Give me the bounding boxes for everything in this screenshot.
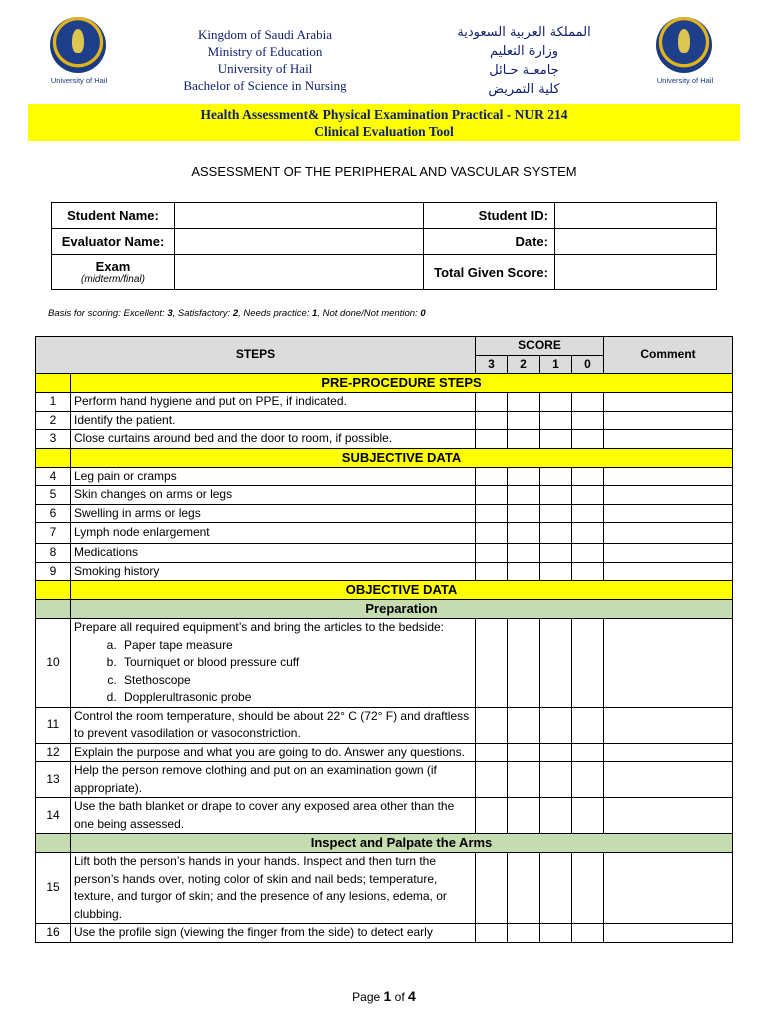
- list-item: c. Stethoscope: [120, 672, 472, 690]
- score-cell[interactable]: [540, 562, 572, 581]
- equipment-list: [74, 637, 472, 707]
- header-line: Ministry of Education: [207, 44, 323, 59]
- score-cell[interactable]: [540, 798, 572, 834]
- score-cell[interactable]: [476, 504, 508, 523]
- section-subjective: SUBJECTIVE DATA: [71, 448, 733, 467]
- score-cell[interactable]: [508, 743, 540, 762]
- table-row: [36, 798, 733, 834]
- section-spacer: [36, 448, 71, 467]
- basis-text: , Needs practice:: [238, 308, 313, 319]
- list-item: d. Dopplerultrasonic probe: [120, 689, 472, 707]
- comment-cell[interactable]: [604, 798, 733, 834]
- header-line: جامعـة حـائل: [489, 63, 559, 78]
- score-cell[interactable]: [572, 743, 604, 762]
- score-cell[interactable]: [540, 467, 572, 486]
- page-total: 4: [408, 988, 416, 1004]
- header-english: [160, 26, 370, 94]
- score-cell[interactable]: [508, 504, 540, 523]
- score-cell[interactable]: [476, 707, 508, 743]
- comment-cell[interactable]: [604, 562, 733, 581]
- score-cell[interactable]: [508, 853, 540, 924]
- table-row: [36, 544, 733, 563]
- score-cell[interactable]: [508, 467, 540, 486]
- score-cell[interactable]: [476, 411, 508, 430]
- score-cell[interactable]: [508, 562, 540, 581]
- score-cell[interactable]: [540, 762, 572, 798]
- score-cell[interactable]: [572, 853, 604, 924]
- step-text-with-list: [71, 619, 476, 708]
- step-text: Leg pain or cramps: [71, 467, 476, 486]
- score-cell[interactable]: [508, 486, 540, 505]
- university-logo-right: [650, 17, 720, 95]
- score-cell[interactable]: [572, 523, 604, 544]
- step-text: Swelling in arms or legs: [71, 504, 476, 523]
- score-col: 3: [476, 355, 508, 374]
- basis-text: , Not done/Not mention:: [317, 308, 421, 319]
- page-number: 1: [383, 988, 392, 1004]
- score-cell[interactable]: [476, 798, 508, 834]
- list-item: a. Paper tape measure: [120, 637, 472, 655]
- score-header: SCORE: [476, 337, 604, 356]
- step-number: 5: [36, 486, 71, 505]
- header-line: كلية التمريض: [488, 82, 560, 97]
- step-number: 16: [36, 924, 71, 943]
- step-text: Prepare all required equipment’s and bring the articles to the bedside:: [74, 620, 445, 634]
- score-cell[interactable]: [476, 853, 508, 924]
- score-col: 2: [508, 355, 540, 374]
- subsection-arms: Inspect and Palpate the Arms: [71, 834, 733, 853]
- section-pre-procedure: PRE-PROCEDURE STEPS: [71, 374, 733, 393]
- basis-value: 0: [420, 308, 426, 319]
- tool-title: Clinical Evaluation Tool: [314, 124, 454, 139]
- step-text: Perform hand hygiene and put on PPE, if indicated.: [71, 393, 476, 412]
- score-cell[interactable]: [476, 562, 508, 581]
- table-row: [36, 411, 733, 430]
- student-id-field[interactable]: [555, 203, 717, 229]
- section-spacer: [36, 834, 71, 853]
- steps-header: STEPS: [36, 337, 476, 374]
- comment-cell[interactable]: [604, 762, 733, 798]
- score-cell[interactable]: [540, 523, 572, 544]
- university-logo-left: [44, 17, 114, 95]
- section-objective: OBJECTIVE DATA: [71, 581, 733, 600]
- table-row: [36, 619, 733, 708]
- date-field[interactable]: [555, 229, 717, 255]
- step-text: Identify the patient.: [71, 411, 476, 430]
- score-cell[interactable]: [572, 486, 604, 505]
- score-cell[interactable]: [476, 762, 508, 798]
- page-word: Page: [352, 990, 384, 1004]
- table-row: [36, 467, 733, 486]
- score-cell[interactable]: [572, 619, 604, 708]
- score-cell[interactable]: [540, 411, 572, 430]
- student-info-table: [51, 202, 717, 290]
- step-text: Use the bath blanket or drape to cover any exposed area other than the one being assessed.: [71, 798, 476, 834]
- step-number: 2: [36, 411, 71, 430]
- step-number: 4: [36, 467, 71, 486]
- total-score-field[interactable]: [555, 255, 717, 290]
- comment-header: Comment: [604, 337, 733, 374]
- basis-text: Basis for scoring: Excellent:: [48, 308, 168, 319]
- step-text: Explain the purpose and what you are going to do. Answer any questions.: [71, 743, 476, 762]
- score-cell[interactable]: [508, 924, 540, 943]
- score-cell[interactable]: [572, 762, 604, 798]
- exam-label-text: Exam: [95, 258, 131, 274]
- comment-cell[interactable]: [604, 544, 733, 563]
- score-cell[interactable]: [508, 798, 540, 834]
- basis-text: , Satisfactory:: [172, 308, 233, 319]
- table-row: [36, 562, 733, 581]
- table-row: [36, 430, 733, 449]
- table-row: [36, 393, 733, 412]
- table-row: [36, 762, 733, 798]
- score-cell[interactable]: [572, 504, 604, 523]
- scoring-basis: [48, 308, 426, 319]
- basis-value: 1: [312, 308, 318, 319]
- comment-cell[interactable]: [604, 393, 733, 412]
- of-word: of: [391, 990, 409, 1004]
- step-text: Lift both the person’s hands in your hands. Inspect and then turn the person’s hands over, noting color of skin and nail beds; temperature, texture, and turgor of skin; and the presence of any lesions, edema, or clubbing.: [71, 853, 476, 924]
- step-text: Use the profile sign (viewing the finger from the side) to detect early: [71, 924, 476, 943]
- student-name-label: Student Name:: [52, 203, 175, 229]
- exam-label: [52, 255, 175, 290]
- score-cell[interactable]: [476, 467, 508, 486]
- table-row: [36, 486, 733, 505]
- section-title: ASSESSMENT OF THE PERIPHERAL AND VASCULAR SYSTEM: [191, 164, 577, 179]
- step-number: 12: [36, 743, 71, 762]
- score-cell[interactable]: [508, 619, 540, 708]
- step-number: 11: [36, 707, 71, 743]
- score-cell[interactable]: [476, 486, 508, 505]
- score-cell[interactable]: [508, 544, 540, 563]
- score-cell[interactable]: [540, 619, 572, 708]
- student-id-label: Student ID:: [424, 203, 555, 229]
- score-cell[interactable]: [540, 853, 572, 924]
- comment-cell[interactable]: [604, 467, 733, 486]
- step-number: 8: [36, 544, 71, 563]
- score-cell[interactable]: [508, 707, 540, 743]
- torch-icon: [72, 29, 84, 53]
- table-row: [36, 743, 733, 762]
- score-cell[interactable]: [476, 393, 508, 412]
- step-text: Help the person remove clothing and put on an examination gown (if appropriate).: [71, 762, 476, 798]
- date-label: Date:: [424, 229, 555, 255]
- section-spacer: [36, 374, 71, 393]
- table-row: [36, 707, 733, 743]
- comment-cell[interactable]: [604, 486, 733, 505]
- score-col: 0: [572, 355, 604, 374]
- score-cell[interactable]: [540, 430, 572, 449]
- course-title: Health Assessment& Physical Examination Practical - NUR 214: [200, 107, 568, 122]
- score-cell[interactable]: [572, 393, 604, 412]
- score-cell[interactable]: [572, 544, 604, 563]
- comment-cell[interactable]: [604, 707, 733, 743]
- table-row: [36, 504, 733, 523]
- score-cell[interactable]: [508, 762, 540, 798]
- step-text: Smoking history: [71, 562, 476, 581]
- score-cell[interactable]: [508, 523, 540, 544]
- header-line: وزارة التعليم: [489, 44, 559, 59]
- comment-cell[interactable]: [604, 924, 733, 943]
- header-line: Bachelor of Science in Nursing: [183, 78, 347, 93]
- course-banner: [28, 104, 740, 141]
- section-spacer: [36, 600, 71, 619]
- score-cell[interactable]: [540, 924, 572, 943]
- score-cell[interactable]: [540, 743, 572, 762]
- score-cell[interactable]: [572, 411, 604, 430]
- exam-label-sub: (midterm/final): [81, 273, 145, 285]
- step-number: 9: [36, 562, 71, 581]
- score-cell[interactable]: [572, 562, 604, 581]
- score-cell[interactable]: [508, 393, 540, 412]
- step-number: 6: [36, 504, 71, 523]
- step-text: Medications: [71, 544, 476, 563]
- score-cell[interactable]: [540, 486, 572, 505]
- comment-cell[interactable]: [604, 504, 733, 523]
- logo-caption-right: University of Hail: [656, 76, 714, 85]
- step-number: 3: [36, 430, 71, 449]
- step-number: 7: [36, 523, 71, 544]
- step-text: Close curtains around bed and the door to room, if possible.: [71, 430, 476, 449]
- comment-cell[interactable]: [604, 619, 733, 708]
- torch-icon: [678, 29, 690, 53]
- total-score-label: Total Given Score:: [424, 255, 555, 290]
- comment-cell[interactable]: [604, 743, 733, 762]
- score-cell[interactable]: [572, 467, 604, 486]
- comment-cell[interactable]: [604, 430, 733, 449]
- exam-field[interactable]: [175, 255, 424, 290]
- table-row: [36, 924, 733, 943]
- header-arabic: [420, 23, 628, 99]
- logo-caption-left: University of Hail: [50, 76, 108, 85]
- step-text: Skin changes on arms or legs: [71, 486, 476, 505]
- score-cell[interactable]: [572, 798, 604, 834]
- section-spacer: [36, 581, 71, 600]
- score-cell[interactable]: [540, 504, 572, 523]
- header-line: University of Hail: [217, 61, 313, 76]
- score-cell[interactable]: [572, 707, 604, 743]
- score-cell[interactable]: [476, 430, 508, 449]
- score-cell[interactable]: [572, 924, 604, 943]
- page-footer: [0, 988, 768, 1004]
- score-col: 1: [540, 355, 572, 374]
- table-row: [36, 853, 733, 924]
- score-cell[interactable]: [476, 743, 508, 762]
- comment-cell[interactable]: [604, 411, 733, 430]
- step-number: 15: [36, 853, 71, 924]
- score-cell[interactable]: [540, 393, 572, 412]
- score-cell[interactable]: [476, 924, 508, 943]
- score-cell[interactable]: [476, 544, 508, 563]
- basis-value: 2: [232, 308, 239, 319]
- step-number: 13: [36, 762, 71, 798]
- step-number: 1: [36, 393, 71, 412]
- score-cell[interactable]: [572, 430, 604, 449]
- student-name-field[interactable]: [175, 203, 424, 229]
- basis-value: 3: [167, 308, 173, 319]
- comment-cell[interactable]: [604, 853, 733, 924]
- score-cell[interactable]: [508, 411, 540, 430]
- evaluator-name-field[interactable]: [175, 229, 424, 255]
- header-line: المملكة العربية السعودية: [457, 25, 591, 40]
- score-cell[interactable]: [508, 430, 540, 449]
- step-number: 10: [36, 619, 71, 708]
- score-cell[interactable]: [476, 619, 508, 708]
- table-row: [36, 523, 733, 544]
- subsection-preparation: Preparation: [71, 600, 733, 619]
- header-line: Kingdom of Saudi Arabia: [198, 27, 332, 42]
- score-cell[interactable]: [540, 707, 572, 743]
- score-cell[interactable]: [476, 523, 508, 544]
- step-text: Lymph node enlargement: [71, 523, 476, 544]
- step-text: Control the room temperature, should be about 22° C (72° F) and draftless to prevent vasodilation or vasoconstriction.: [71, 707, 476, 743]
- comment-cell[interactable]: [604, 523, 733, 544]
- score-cell[interactable]: [540, 544, 572, 563]
- steps-table: [35, 336, 733, 943]
- step-number: 14: [36, 798, 71, 834]
- list-item: b. Tourniquet or blood pressure cuff: [120, 654, 472, 672]
- evaluator-name-label: Evaluator Name:: [52, 229, 175, 255]
